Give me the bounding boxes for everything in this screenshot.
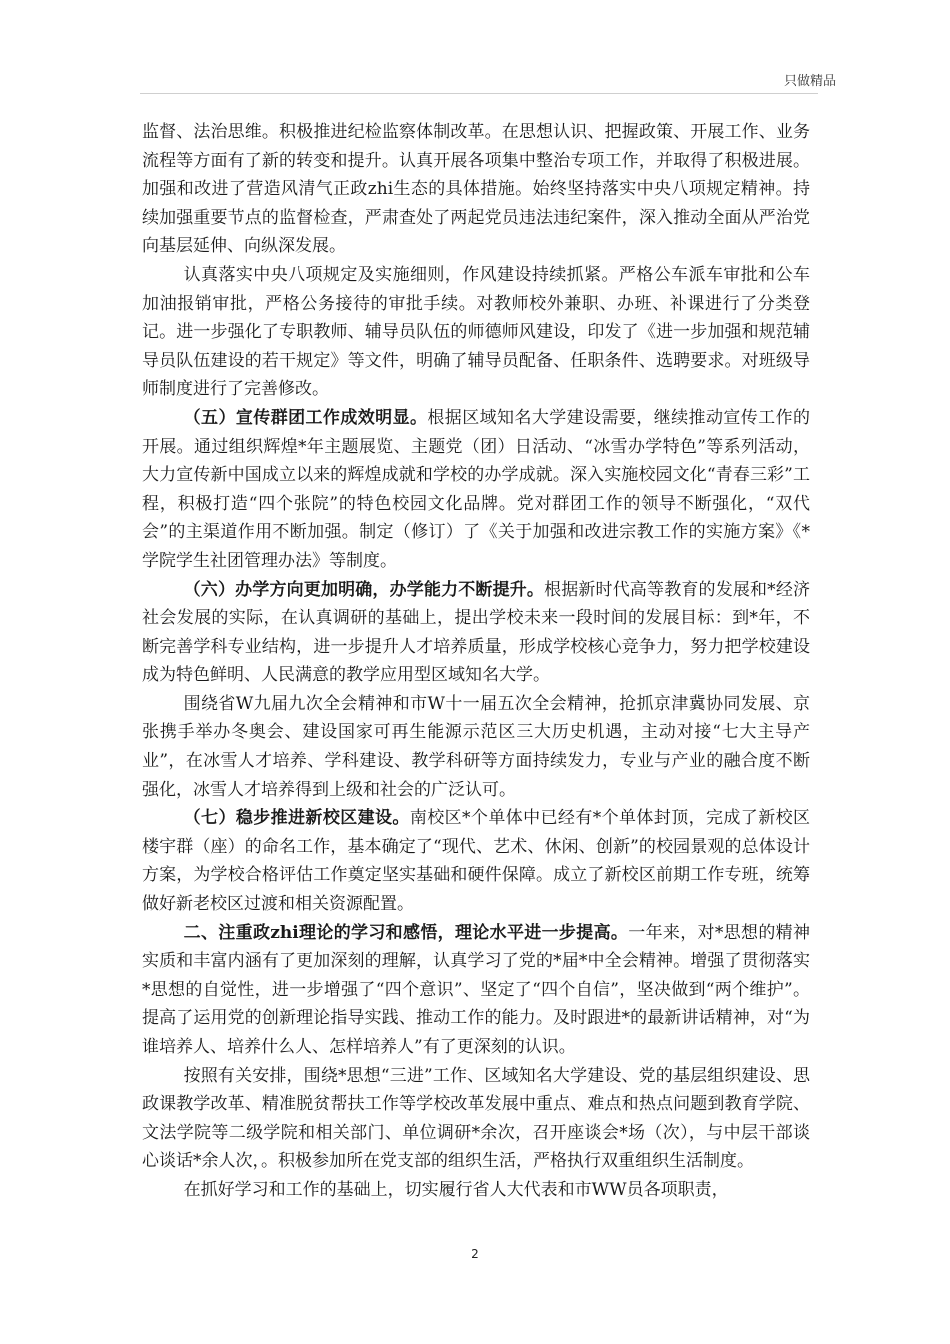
paragraph-2: [142, 261, 810, 404]
page-number: 2: [471, 1247, 479, 1261]
paragraph-text: 按照有关安排，围绕*思想“三进”工作、区域知名大学建设、党的基层组织建设、思政课教学改革、精准脱贫帮扶工作等学校改革发展中重点、难点和热点问题到教育学院、文法学院等二级学院和相关部门、单位调研*余次，召开座谈会*场（次），与中层干部谈心谈话*余人次，。积极参加所在党支部的组织生活，严格执行双重组织生活制度。: [142, 1065, 810, 1172]
paragraph-text: 围绕省W九届九次全会精神和市W十一届五次全会精神，抢抓京津冀协同发展、京张携手举办冬奥会、建设国家可再生能源示范区三大历史机遇，主动对接“七大主导产业”，在冰雪人才培养、学科建设、教学科研等方面持续发力，专业与产业的融合度不断强化，冰雪人才培养得到上级和社会的广泛认可。: [142, 693, 810, 800]
paragraph-text: 认真落实中央八项规定及实施细则，作风建设持续抓紧。严格公车派车审批和公车加油报销审批，严格公务接待的审批手续。对教师校外兼职、办班、补课进行了分类登记。进一步强化了专职教师、辅导员队伍的师德师风建设，印发了《进一步加强和规范辅导员队伍建设的若干规定》等文件，明确了辅导员配备、任职条件、选聘要求。对班级导师制度进行了完善修改。: [142, 264, 810, 400]
paragraph-text: 南校区*个单体中已经有*个单体封顶，完成了新校区楼宇群（座）的命名工作，基本确定了“现代、艺术、休闲、创新”的校园景观的总体设计方案，为学校合格评估工作奠定坚实基础和硬件保障。成立了新校区前期工作专班，统筹做好新老校区过渡和相关资源配置。: [142, 808, 811, 915]
section-heading: （六）办学方向更加明确，办学能力不断提升。: [183, 579, 545, 600]
section-heading: （七）稳步推进新校区建设。: [183, 808, 410, 829]
paragraph-1: [142, 118, 810, 261]
paragraph-text: 监督、法治思维。积极推进纪检监察体制改革。在思想认识、把握政策、开展工作、业务流程等方面有了新的转变和提升。认真开展各项集中整治专项工作，并取得了积极进展。加强和改进了营造风清气正政zhi生态的具体措施。始终坚持落实中央八项规定精神。持续加强重要节点的监督检查，严肃查处了两起党员违法违纪案件，深入推动全面从严治党向基层延伸、向纵深发展。: [142, 122, 810, 257]
paragraph-text: 根据区域知名大学建设需要，继续推动宣传工作的开展。通过组织辉煌*年主题展览、主题党（团）日活动、“冰雪办学特色”等系列活动，大力宣传新中国成立以来的辉煌成就和学校的办学成就。深入实施校园文化“青春三彩”工程，积极打造“四个张院”的特色校园文化品牌。党对群团工作的领导不断强化，“双代会”的主渠道作用不断加强。制定（修订）了《关于加强和改进宗教工作的实施方案》《*学院学生社团管理办法》等制度。: [142, 407, 811, 571]
section-heading: 二、注重政zhi理论的学习和感悟，理论水平进一步提高。: [183, 922, 629, 943]
paragraph-text: 一年来，对*思想的精神实质和丰富内涵有了更加深刻的理解，认真学习了党的*届*中全会精神。增强了贯彻落实*思想的自觉性，进一步增强了“四个意识”、坚定了“四个自信”，坚决做到“两个维护”。提高了运用党的创新理论指导实践、推动工作的能力。及时跟进*的最新讲话精神，对“为谁培养人、培养什么人、怎样培养人”有了更深刻的认识。: [142, 922, 810, 1057]
paragraph-3: [142, 404, 810, 576]
paragraph-6: [142, 804, 810, 918]
paragraph-text: 在抓好学习和工作的基础上，切实履行省人大代表和市WW员各项职责，: [183, 1179, 729, 1200]
paragraph-8: [142, 1062, 810, 1176]
paragraph-7: [142, 919, 810, 1062]
paragraph-4: [142, 576, 810, 690]
paragraph-9: [142, 1176, 810, 1205]
header-divider: [140, 93, 818, 94]
section-heading: （五）宣传群团工作成效明显。: [183, 407, 428, 428]
paragraph-5: [142, 690, 810, 804]
header-mark: 只做精品: [783, 74, 836, 89]
paragraph-text: 根据新时代高等教育的发展和*经济社会发展的实际，在认真调研的基础上，提出学校未来一段时间的发展目标：到*年，不断完善学科专业结构，进一步提升人才培养质量，形成学校核心竞争力，努力把学校建设成为特色鲜明、人民满意的教学应用型区域知名大学。: [142, 579, 811, 686]
document-body: [142, 118, 810, 1205]
